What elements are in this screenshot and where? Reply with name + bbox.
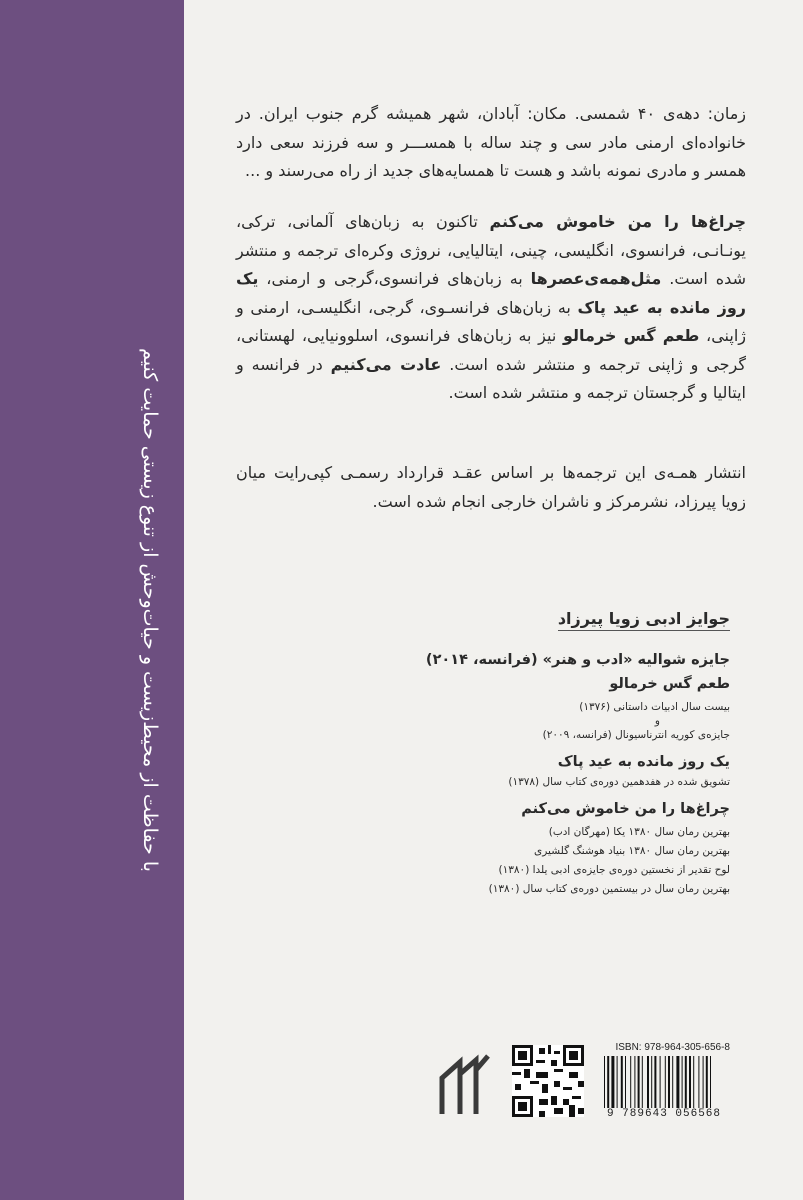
isbn-barcode-block [598,1042,730,1124]
award-book-title: طعم گس خرمالو [609,676,730,692]
award-book-title: یک روز مانده به عید پاک [557,754,730,770]
blurb-text: در فرانسه و ایتالیا و گرجستان ترجمه و منتشر شده است. [236,354,746,402]
spine-slogan: با حفاظت از محیط‌زیست و حیات‌وحش از تنوع زیستی حمایت کنیم [139,348,161,872]
barcode-digits: 9 789643 056568 [606,1108,722,1120]
blurb-text: نیز به زبان‌های فرانسوی، اسلوونیایی، لهستانی، گرجی و ژاپنی ترجمه و منتشر شده است. [236,326,746,374]
awards-heading-row [345,608,730,631]
award-note: تشویق شده در هفدهمین دوره‌ی کتاب سال (۱۳۷۸) [508,776,730,788]
award-chevalier: جایزه شوالیه «ادب و هنر» (فرانسه، ۲۰۱۴) [425,652,730,668]
blurb-paragraph-2 [236,208,746,408]
award-book-title: چراغ‌ها را من خاموش می‌کنم [521,801,730,817]
award-note: جایزه‌ی کوریه انترناسیونال (فرانسه، ۲۰۰۹) [542,729,730,741]
book-title-tame-gas: طعم گس خرمالو [562,326,700,345]
book-spine-band [0,0,184,1200]
blurb-text: به زبان‌های فرانسوی،گرجی و ارمنی، [258,269,531,288]
awards-section [345,608,730,899]
blurb-text: به زبان‌های فرانسـوی، گرجی، انگلیسـی، ارمنی و ژاپنی، [236,297,747,345]
award-note: بهترین رمان سال در بیستمین دوره‌ی کتاب سال (۱۳۸۰) [488,883,730,895]
barcode-icon [598,1056,730,1108]
isbn-label: ISBN: 978-964-305-656-8 [615,1042,730,1053]
award-note: بهترین رمان سال ۱۳۸۰ بنیاد هوشنگ گلشیری [534,845,730,857]
book-title-adat: عادت می‌کنیم [330,354,442,374]
publisher-logo [438,1048,492,1118]
award-note: بیست سال ادبیات داستانی (۱۳۷۶) [579,701,730,713]
qr-code [512,1045,584,1117]
book-title-cheragh-ha: چراغ‌ها را من خاموش می‌کنم [489,212,747,231]
book-title-yek-ruz: یک روز مانده به عید پاک [236,269,746,317]
award-note: لوح تقدیر از نخستین دوره‌ی جایزه‌ی ادبی یلدا (۱۳۸۰) [498,864,730,876]
award-note-conjunction: و [654,715,660,727]
awards-heading: جوایز ادبی زویا پیرزاد [558,608,730,631]
blurb-paragraph-3: انتشار همـه‌ی این ترجمه‌ها بر اساس عقـد قرارداد رسمـی کپی‌رایت میان زویا پیرزاد، نشرمرکز و ناشران خارجی انجام شده است. [236,463,746,511]
book-title-mesle-hame: مثل‌همه‌ی‌عصرها [530,269,662,288]
award-note: بهترین رمان سال ۱۳۸۰ یکا (مهرگان ادب) [548,826,730,838]
blurb-paragraph-1: زمان: دهه‌ی ۴۰ شمسی. مکان: آبادان، شهر همیشه گرم جنوب ایران. در خانواده‌ای ارمنی مادر سی و چند ساله با همســـر و سه فرزند سعی دارد همسر و مادری نمونه باشد و هست تا همسایه‌های جدید از راه می‌رسند و ... [236,104,746,180]
blurb-text: تاکنون به زبان‌های آلمانی، ترکی، یونـانـی، فرانسوی، انگلیسی، چینی، ایتالیایی، نروژی وکره‌ای ترجمه و منتشر شده است. [236,212,746,288]
